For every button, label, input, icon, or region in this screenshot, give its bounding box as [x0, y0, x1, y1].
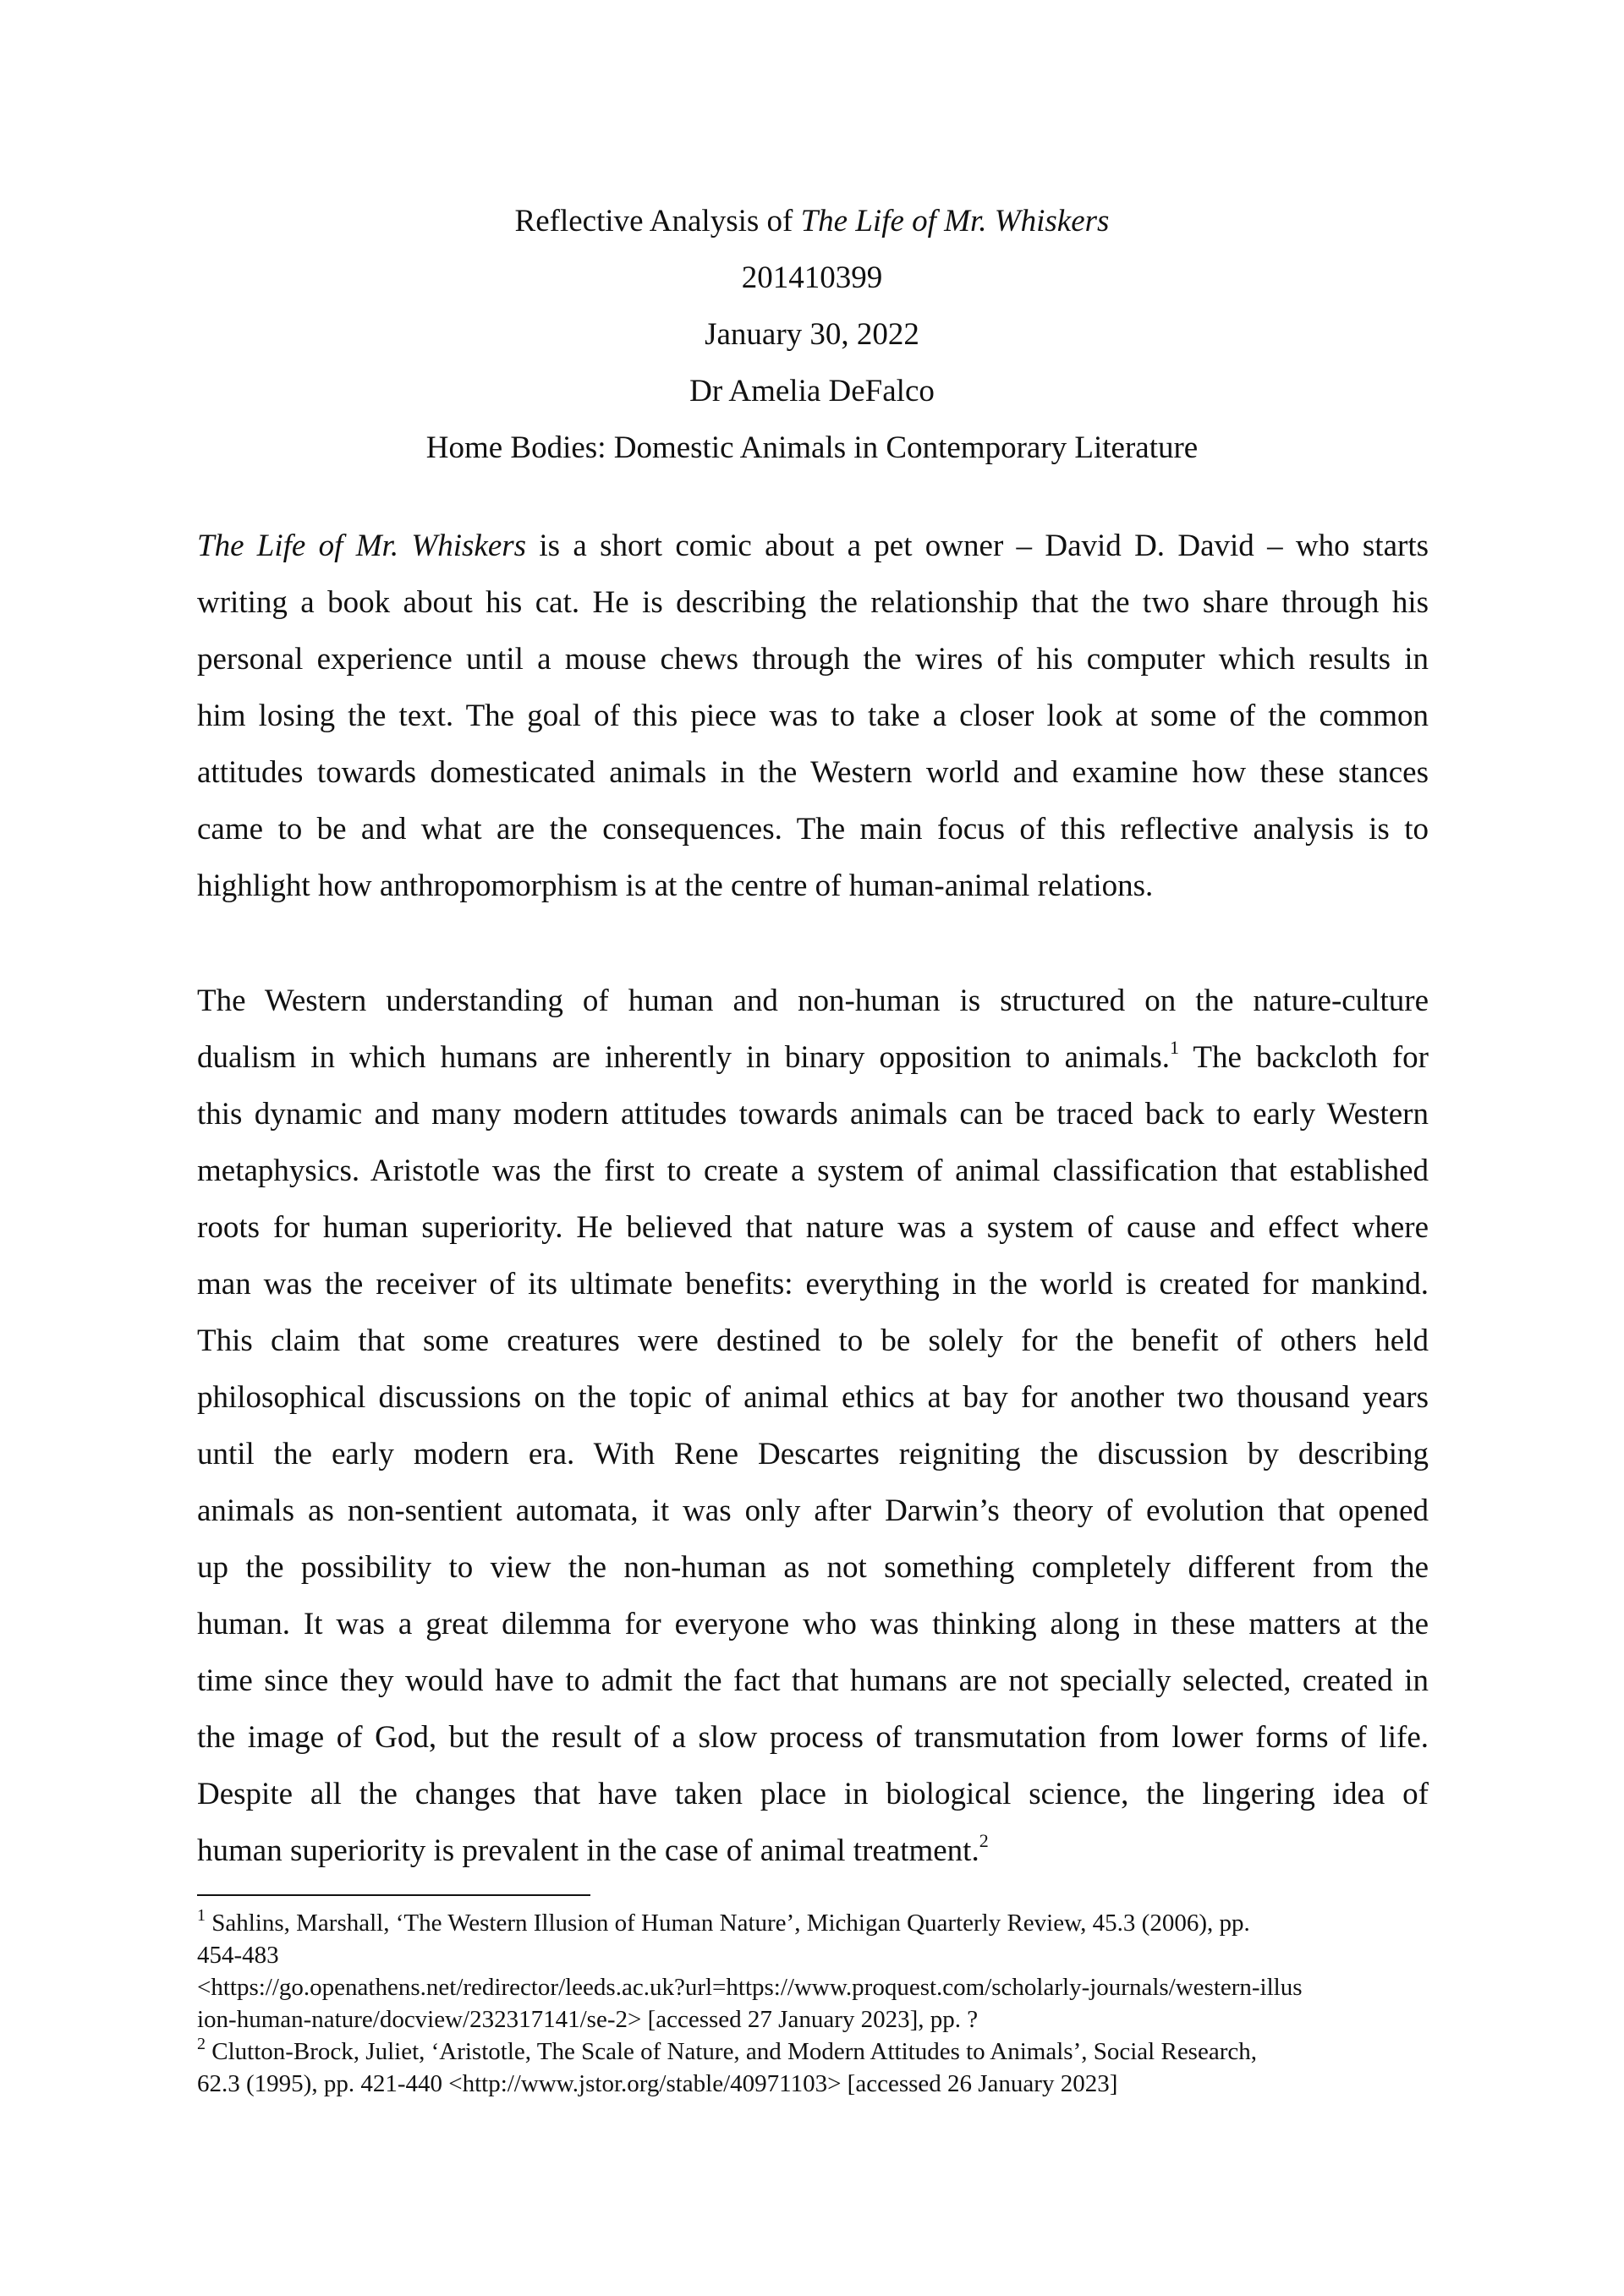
paragraph-line: human. It was a great dilemma for everyone who was thinking along in these matters at the: [197, 1607, 1429, 1641]
paragraph-line: [197, 1029, 1429, 1086]
paragraph-line: [197, 1822, 1429, 1879]
paragraph-line: Despite all the changes that have taken place in biological science, the lingering idea of: [197, 1777, 1429, 1811]
paragraph-line: man was the receiver of its ultimate benefits: everything in the world is created for mankind.: [197, 1267, 1429, 1301]
paragraph-line: animals as non-sentient automata, it was only after Darwin’s theory of evolution that opened: [197, 1493, 1429, 1528]
footnote-2-line: [197, 2036, 1432, 2068]
instructor-name: Dr Amelia DeFalco: [689, 374, 935, 408]
paragraph-line: roots for human superiority. He believed that nature was a system of cause and effect where: [197, 1210, 1429, 1245]
document-title: [0, 193, 1624, 249]
footnote-marker-1: 1: [197, 1906, 206, 1925]
title-work-name: The Life of Mr. Whiskers: [800, 204, 1110, 238]
paragraph-line: personal experience until a mouse chews through the wires of his computer which results in: [197, 642, 1429, 677]
footnote-reference-2[interactable]: 2: [979, 1830, 989, 1851]
paragraph-line: attitudes towards domesticated animals in the Western world and examine how these stances: [197, 755, 1429, 790]
paragraph-line: The Western understanding of human and non-human is structured on the nature-culture: [197, 984, 1429, 1018]
footnote-text: Clutton-Brock, Juliet, ‘Aristotle, The Scale of Nature, and Modern Attitudes to Animals’, Social Research,: [206, 2038, 1257, 2065]
paragraph-introduction: [197, 518, 1429, 914]
paragraph-line: writing a book about his cat. He is describing the relationship that the two share through his: [197, 585, 1429, 620]
paragraph-line: time since they would have to admit the fact that humans are not specially selected, created in: [197, 1663, 1429, 1698]
paragraph-line: him losing the text. The goal of this piece was to take a closer look at some of the common: [197, 699, 1429, 733]
footnote-1-line: [197, 1907, 1432, 1939]
footnote-2-line: 62.3 (1995), pp. 421-440 <http://www.jstor.org/stable/40971103> [accessed 26 January 2023]: [197, 2070, 1118, 2097]
paragraph-line: until the early modern era. With Rene Descartes reigniting the discussion by describing: [197, 1437, 1429, 1471]
paragraph-line: came to be and what are the consequences. The main focus of this reflective analysis is to: [197, 812, 1429, 847]
line-text: is a short comic about a pet owner – David D. David – who starts: [526, 529, 1429, 563]
footnote-marker-2: 2: [197, 2035, 206, 2053]
title-block: [0, 193, 1624, 476]
paragraph-line: philosophical discussions on the topic of animal ethics at bay for another two thousand years: [197, 1380, 1429, 1415]
work-title-italic: The Life of Mr. Whiskers: [197, 529, 527, 563]
paragraph-line: This claim that some creatures were destined to be solely for the benefit of others held: [197, 1323, 1429, 1358]
student-id: 201410399: [741, 260, 883, 295]
line-text: human superiority is prevalent in the case of animal treatment.: [197, 1833, 979, 1868]
paragraph-line: up the possibility to view the non-human as not something completely different from the: [197, 1550, 1429, 1585]
footnote-separator: [197, 1894, 590, 1896]
submission-date: January 30, 2022: [705, 317, 919, 352]
footnotes: [197, 1907, 1432, 2100]
paragraph-line: [197, 518, 1429, 574]
paragraph-western-understanding: [197, 973, 1429, 1879]
footnote-reference-1[interactable]: 1: [1169, 1037, 1179, 1058]
footnote-1-line: ion-human-nature/docview/232317141/se-2> [accessed 27 January 2023], pp. ?: [197, 2006, 979, 2033]
paragraph-line: metaphysics. Aristotle was the first to create a system of animal classification that established: [197, 1153, 1429, 1188]
line-text: The backcloth for: [1178, 1040, 1429, 1075]
paragraph-line: highlight how anthropomorphism is at the centre of human-animal relations.: [197, 869, 1154, 903]
paragraph-line: the image of God, but the result of a slow process of transmutation from lower forms of life.: [197, 1720, 1429, 1755]
paragraph-line: this dynamic and many modern attitudes towards animals can be traced back to early Western: [197, 1097, 1429, 1132]
footnote-1-url[interactable]: <https://go.openathens.net/redirector/leeds.ac.uk?url=https://www.proquest.com/scholarly-journals/western-illus: [197, 1974, 1303, 2001]
footnote-text: Sahlins, Marshall, ‘The Western Illusion of Human Nature’, Michigan Quarterly Review, 45.3 (2006), pp.: [206, 1910, 1250, 1937]
line-text: dualism in which humans are inherently in binary opposition to animals.: [197, 1040, 1170, 1075]
footnote-1-line: 454-483: [197, 1942, 279, 1969]
title-prefix: Reflective Analysis of: [514, 204, 801, 238]
course-title: Home Bodies: Domestic Animals in Contemporary Literature: [425, 430, 1199, 465]
